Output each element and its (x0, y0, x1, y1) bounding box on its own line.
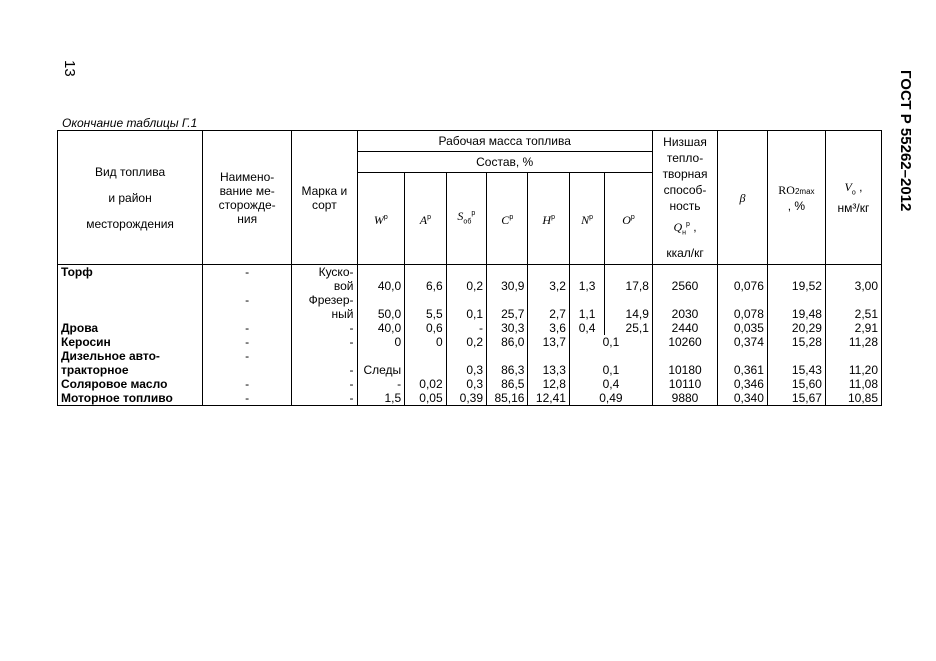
table-cell: 3,00 (825, 279, 881, 293)
table-cell: - (292, 335, 357, 349)
document-code: ГОСТ Р 55262–2012 (897, 70, 914, 212)
table-cell: 50,0 (357, 307, 405, 321)
table-cell: 40,0 (357, 279, 405, 293)
header-col-c (487, 173, 528, 265)
c-sup: р (509, 213, 514, 221)
table-row (58, 349, 882, 363)
table-cell (357, 293, 405, 307)
table-row (58, 321, 882, 335)
v0-unit: нм³/кг (837, 200, 870, 215)
table-cell (718, 265, 768, 280)
table-cell (718, 349, 768, 363)
a-sup: р (427, 213, 432, 221)
table-cell: 20,29 (767, 321, 825, 335)
table-cell (825, 265, 881, 280)
header-col-o (605, 173, 653, 265)
header-fuel-type-line1: Вид топлива (94, 164, 166, 179)
table-cell: 0,361 (718, 363, 768, 377)
table-cell: 0,035 (718, 321, 768, 335)
table-cell: - (292, 391, 357, 406)
header-col-a (405, 173, 446, 265)
header-lower-heat-line4: способ- (663, 183, 707, 198)
table-cell (825, 349, 881, 363)
s-symbol: S (457, 209, 464, 224)
table-cell (767, 265, 825, 280)
q-symbol: Q (673, 220, 683, 235)
header-grade-line1: Марка и (301, 183, 348, 198)
table-row (58, 363, 882, 377)
v0-symbol: V (844, 180, 852, 195)
table-cell: 10110 (652, 377, 717, 391)
ro2-symbol: RO (778, 182, 795, 197)
table-cell: 0,6 (405, 321, 446, 335)
table-cell (203, 307, 292, 321)
table-cell: 0,39 (446, 391, 486, 406)
table-cell: 0,3 (446, 363, 486, 377)
table-cell: 11,08 (825, 377, 881, 391)
table-cell: - (292, 377, 357, 391)
n-symbol: N (581, 212, 590, 227)
table-cell: 0,2 (446, 279, 486, 293)
table-cell: 0,374 (718, 335, 768, 349)
table-cell: Куско- (292, 265, 357, 280)
table-cell: - (357, 377, 405, 391)
table-row (58, 307, 882, 321)
table-cell: 1,5 (357, 391, 405, 406)
table-cell: 85,16 (487, 391, 528, 406)
table-cell (569, 349, 652, 363)
table-cell: ный (292, 307, 357, 321)
table-cell: Соляровое масло (58, 377, 203, 391)
header-col-h (528, 173, 569, 265)
table-cell: 2,51 (825, 307, 881, 321)
table-cell: Дизельное авто- (58, 349, 203, 363)
table-cell: - (203, 377, 292, 391)
v0-sub: o (851, 189, 856, 197)
header-v0: $V_o$ , нм³/кг (825, 131, 881, 265)
table-cell: 15,28 (767, 335, 825, 349)
table-cell: Торф (58, 265, 203, 280)
table-cell: 0,1 (446, 307, 486, 321)
table-cell: 0,076 (718, 279, 768, 293)
table-cell: 2560 (652, 279, 717, 293)
table-cell: - (203, 391, 292, 406)
table-cell: 0,078 (718, 307, 768, 321)
table-cell: 0,2 (446, 335, 486, 349)
table-cell: - (203, 349, 292, 363)
table-cell: 0,4 (569, 377, 652, 391)
header-deposit-line2: вание ме- (219, 183, 275, 198)
w-symbol: W (373, 212, 384, 227)
table-cell: вой (292, 279, 357, 293)
table-cell: 2,91 (825, 321, 881, 335)
table-cell (292, 349, 357, 363)
header-beta (718, 131, 768, 265)
table-cell: 13,7 (528, 335, 569, 349)
table-cell: 10180 (652, 363, 717, 377)
table-cell: 9880 (652, 391, 717, 406)
table-body (58, 265, 882, 406)
header-col-n (569, 173, 604, 265)
header-grade (292, 131, 357, 265)
table-cell: 2030 (652, 307, 717, 321)
table-cell: 0 (405, 335, 446, 349)
table-cell: - (292, 363, 357, 377)
table-cell: тракторное (58, 363, 203, 377)
table-row (58, 279, 882, 293)
table-cell: 0,346 (718, 377, 768, 391)
c-symbol: C (501, 212, 510, 227)
table-cell (487, 349, 528, 363)
table-cell: 17,8 (605, 279, 653, 293)
table-cell (528, 265, 569, 280)
table-cell: Моторное топливо (58, 391, 203, 406)
table-cell: 12,8 (528, 377, 569, 391)
table-cell: 12,41 (528, 391, 569, 406)
table-cell: - (292, 321, 357, 335)
table-cell: 1,3 (569, 279, 604, 293)
header-fuel-type-line3: месторождения (86, 216, 174, 231)
table-cell: - (446, 321, 486, 335)
beta-symbol: β (739, 190, 746, 205)
o-symbol: O (622, 212, 631, 227)
table-cell: 6,6 (405, 279, 446, 293)
table-cell (652, 349, 717, 363)
table-cell (528, 349, 569, 363)
table-cell: Следы (357, 363, 405, 377)
o-sup: р (630, 213, 635, 221)
ro2-unit: , % (787, 198, 806, 213)
header-deposit-name (203, 131, 292, 265)
table-cell (528, 293, 569, 307)
table-cell (825, 293, 881, 307)
table-row (58, 265, 882, 280)
table-cell (446, 349, 486, 363)
table-cell (58, 293, 203, 307)
table-cell (767, 293, 825, 307)
table-cell: 40,0 (357, 321, 405, 335)
header-lower-heat-unit: ккал/кг (666, 245, 704, 260)
table-cell (405, 349, 446, 363)
table-cell (652, 293, 717, 307)
table-cell (718, 293, 768, 307)
table-cell (487, 293, 528, 307)
table-cell: Керосин (58, 335, 203, 349)
table-cell (652, 265, 717, 280)
table-cell: 0,4 (569, 321, 604, 335)
table-cell: 14,9 (605, 307, 653, 321)
q-sup: р (686, 221, 690, 229)
table-cell: 86,0 (487, 335, 528, 349)
header-grade-line2: сорт (312, 197, 337, 212)
table-cell (203, 279, 292, 293)
header-lower-heat-line5: ность (669, 199, 701, 214)
table-cell: 15,43 (767, 363, 825, 377)
table-cell (357, 349, 405, 363)
table-cell (446, 293, 486, 307)
table-row (58, 293, 882, 307)
table-cell (405, 293, 446, 307)
table-cell: - (203, 321, 292, 335)
table-cell: 3,2 (528, 279, 569, 293)
table-cell: 0,05 (405, 391, 446, 406)
table-cell (203, 363, 292, 377)
table-cell (405, 265, 446, 280)
table-caption: Окончание таблицы Г.1 (62, 116, 198, 130)
table-cell: 5,5 (405, 307, 446, 321)
table-cell: 2440 (652, 321, 717, 335)
page-number: 13 (61, 60, 78, 77)
table-cell: - (203, 293, 292, 307)
table-cell: 86,5 (487, 377, 528, 391)
table-row (58, 391, 882, 406)
header-ro2 (767, 131, 825, 265)
header-fuel-type (58, 131, 203, 265)
table-cell (605, 265, 653, 280)
table-cell: 19,48 (767, 307, 825, 321)
header-col-w (357, 173, 405, 265)
table-row (58, 377, 882, 391)
table-cell: 0,49 (569, 391, 652, 406)
ro2-sub: 2max (794, 186, 815, 196)
header-lower-heat-line3: творная (662, 167, 708, 182)
header-lower-heat-symbol: $Q_н^р$ , (673, 220, 697, 237)
w-sup: р (383, 213, 388, 221)
header-deposit-line4: ния (237, 211, 258, 226)
table-cell: 10260 (652, 335, 717, 349)
header-working-mass: Рабочая масса топлива (357, 131, 652, 152)
table-cell: 0,3 (446, 377, 486, 391)
header-col-s (446, 173, 486, 265)
h-symbol: H (542, 212, 552, 227)
table-cell: 13,3 (528, 363, 569, 377)
header-lower-heat (652, 131, 717, 265)
table-cell: - (203, 265, 292, 280)
table-cell (605, 293, 653, 307)
table-cell (446, 265, 486, 280)
table-cell (569, 265, 604, 280)
table-cell: 10,85 (825, 391, 881, 406)
table-cell: 15,60 (767, 377, 825, 391)
table-cell (58, 307, 203, 321)
fuel-table (57, 130, 882, 406)
table-row (58, 335, 882, 349)
header-deposit-line3: сторожде- (218, 197, 276, 212)
table-cell: 86,3 (487, 363, 528, 377)
s-sub: об (463, 218, 472, 226)
table-cell: 0,02 (405, 377, 446, 391)
table-cell: 0 (357, 335, 405, 349)
table-cell: Дрова (58, 321, 203, 335)
header-composition: Состав, % (357, 152, 652, 173)
table-cell: 3,6 (528, 321, 569, 335)
table-cell: 0,1 (569, 335, 652, 349)
s-sup: р (471, 210, 476, 218)
table-cell: 2,7 (528, 307, 569, 321)
a-symbol: A (419, 212, 428, 227)
h-sup: р (551, 213, 555, 221)
header-lower-heat-line1: Низшая (663, 135, 707, 150)
table-cell (357, 265, 405, 280)
table-cell (487, 265, 528, 280)
header-lower-heat-line2: тепло- (666, 151, 704, 166)
table-cell: 15,67 (767, 391, 825, 406)
table-cell: 0,1 (569, 363, 652, 377)
table-cell: 25,1 (605, 321, 653, 335)
table-cell: 11,20 (825, 363, 881, 377)
table-cell: 0,340 (718, 391, 768, 406)
table-cell (569, 293, 604, 307)
table-cell: 1,1 (569, 307, 604, 321)
table-cell: 30,3 (487, 321, 528, 335)
table-cell: 25,7 (487, 307, 528, 321)
table-cell: 19,52 (767, 279, 825, 293)
table-cell: 30,9 (487, 279, 528, 293)
table-cell (58, 279, 203, 293)
table-cell (405, 363, 446, 377)
table-cell: - (203, 335, 292, 349)
table-cell (767, 349, 825, 363)
header-deposit-line1: Наимено- (220, 169, 275, 184)
table-cell: 11,28 (825, 335, 881, 349)
header-fuel-type-line2: и район (108, 190, 152, 205)
n-sup: р (589, 213, 594, 221)
q-sub: н (682, 229, 686, 237)
table-cell: Фрезер- (292, 293, 357, 307)
